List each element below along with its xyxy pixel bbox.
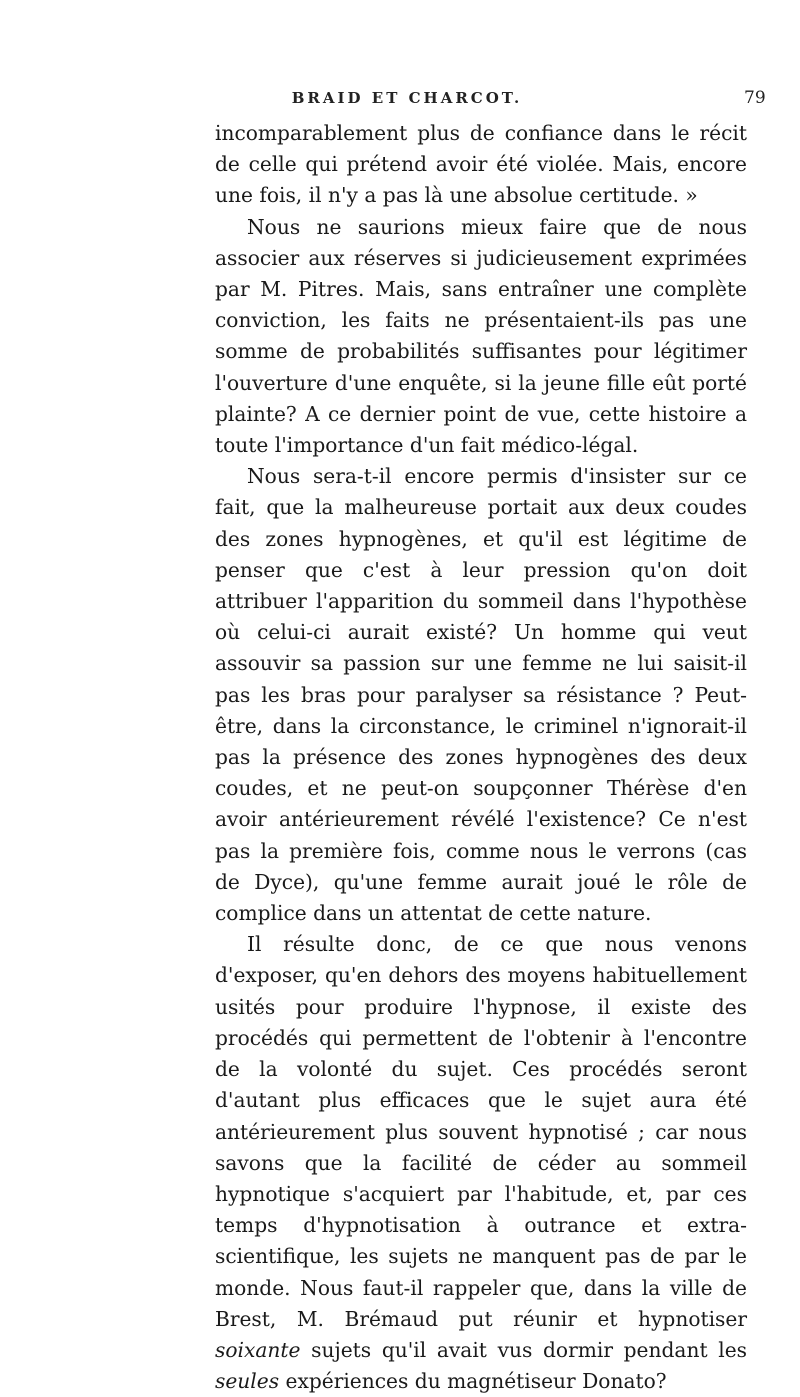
italic-word-soixante: soixante — [215, 1337, 301, 1362]
paragraph-1 — [215, 118, 747, 212]
running-title: BRAID ET CHARCOT. — [291, 89, 523, 107]
page-number: 79 — [744, 88, 766, 108]
paragraph-text: Nous ne saurions mieux faire que de nous associer aux réserves si judicieusement exprimées par M. Pitres. Mais, sans entraîner une complète conviction, les faits ne présentaient-ils pas une somme de probabilités suffisantes pour légitimer l'ouverture d'une enquête, si la jeune fille eût porté plainte? A ce dernier point de vue, cette histoire a toute l'importance d'un fait médico-légal. — [215, 214, 747, 458]
paragraph-3 — [215, 461, 747, 929]
body-text — [215, 118, 747, 1397]
paragraph-text: incomparablement plus de confiance dans le récit de celle qui prétend avoir été violée. Mais, encore une fois, il n'y a pas là une absolue certitude. » — [215, 121, 747, 208]
italic-word-seules: seules — [215, 1369, 280, 1394]
paragraph-2 — [215, 212, 747, 462]
paragraph-text: Il résulte donc, de ce que nous venons d'exposer, qu'en dehors des moyens habituellement usités pour produire l'hypnose, il existe des procédés qui permettent de l'obtenir à l'encontre de la volonté du sujet. Ces procédés seront d'autant plus efficaces que le sujet aura été antérieurement plus souvent hypnotisé ; car nous savons que la facilité de céder au sommeil hypnotique s'acquiert par l'habitude, et, par ces temps d'hypnotisation à outrance et extra-scientifique, les sujets ne manquent pas de par le monde. Nous faut-il rappeler que, dans la ville de Brest, M. Brémaud put réunir et hypnotiser — [215, 932, 747, 1331]
paragraph-text: sujets qu'il avait vus dormir pendant les — [300, 1337, 747, 1362]
paragraph-text: Nous sera-t-il encore permis d'insister sur ce fait, que la malheureuse portait aux deux coudes des zones hypnogènes, et qu'il est légitime de penser que c'est à leur pression qu'on doit attribuer l'apparition du sommeil dans l'hypothèse où celui-ci aurait existé? Un homme qui veut assouvir sa passion sur une femme ne lui saisit-il pas les bras pour paralyser sa résistance ? Peut-être, dans la circonstance, le criminel n'ignorait-il pas la présence des zones hypnogènes des deux coudes, et ne peut-on soupçonner Thérèse d'en avoir antérieurement révélé l'existence? Ce n'est pas la première fois, comme nous le verrons (cas de Dyce), qu'une femme aurait joué le rôle de complice dans un attentat de cette nature. — [215, 464, 747, 926]
paragraph-4 — [215, 929, 747, 1397]
paragraph-text: expériences du magnétiseur Donato? — [279, 1369, 667, 1394]
